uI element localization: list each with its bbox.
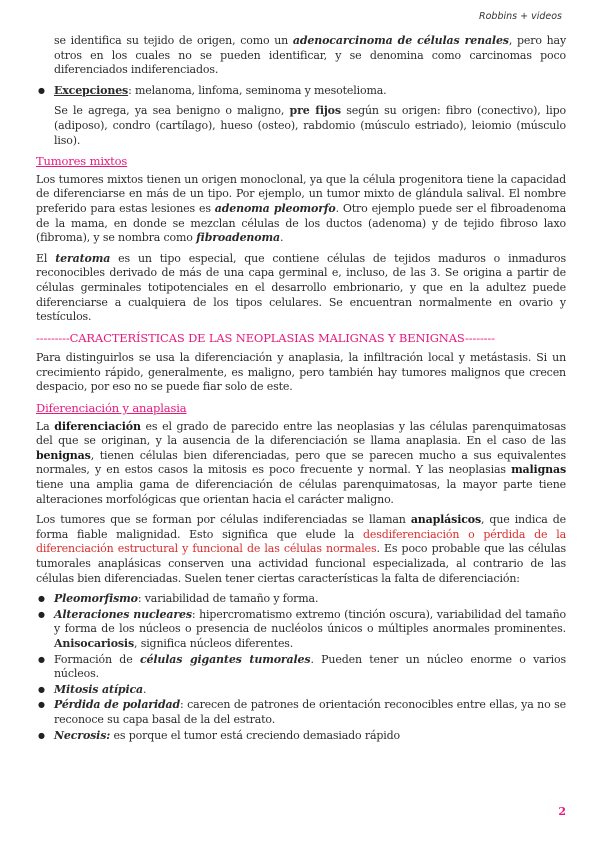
intro-text-end: , pero hay otros en los cuales no se pueden identificar, y se denomina como carcinomas poco diferenciados indiferenciados. [54, 34, 567, 77]
section-title-characteristics: ---------CARACTERÍSTICAS DE LAS NEOPLASIAS MALIGNAS Y BENIGNAS-------- [36, 330, 495, 345]
page-header: Robbins + videos [479, 11, 562, 22]
mixed-text-3: . [279, 231, 284, 245]
fibroadenoma-term: fibroadenoma [196, 231, 280, 245]
diff-text-4: tiene una amplia gama de diferenciación de células parenquimatosas, la mayor parte tiene alteraciones morfológicas que orientan hacia el carácter maligno. [36, 478, 566, 506]
pleomorphism-term: Pleomorfismo [54, 592, 138, 606]
prefix-paragraph [36, 104, 566, 148]
characteristics-paragraph: Para distinguirlos se usa la diferenciación y anaplasia, la infiltración local y metástasis. Si un crecimiento rápido, generalmente, es maligno, pero también hay tumores malignos que crecen despacio, por eso no se puede fiar solo de este. [36, 351, 566, 394]
mixed-paragraph-2 [36, 252, 566, 325]
bullet-text-2: , significa núcleos diferentes. [134, 636, 294, 650]
characteristics-list [36, 592, 566, 743]
necrosis-term: Necrosis: [54, 728, 111, 742]
nuclear-alterations-term: Alteraciones nucleares [54, 607, 192, 621]
bullet-text: : hipercromatismo extremo (tinción oscura), variabilidad del tamaño y forma de los núcleos o presencia de nucléolos únicos o múltiples anormales prominentes. [54, 607, 566, 636]
mixed-text: Los tumores mixtos tienen un origen monoclonal, ya que la célula progenitora tiene la capacidad de diferenciarse en más de un tipo. Por ejemplo, un tumor mixto de glándula salival. El nombre preferido para estas lesiones es [36, 172, 566, 215]
teratoma-term: teratoma [55, 251, 111, 265]
list-item [36, 592, 566, 607]
differentiation-paragraph-1 [36, 420, 566, 508]
atypical-mitosis-term: Mitosis atípica [54, 682, 143, 696]
page-number: 2 [558, 805, 566, 818]
teratoma-text: El [36, 251, 56, 265]
mixed-paragraph-1 [36, 173, 566, 246]
intro-paragraph [36, 34, 566, 78]
list-item [36, 608, 566, 652]
anaplastic-term: anaplásicos [410, 513, 482, 527]
bullet-text: . [143, 682, 147, 696]
anisokaryosis-term: Anisocariosis [54, 636, 134, 650]
prefix-text-end: según su origen: fibro (conectivo), lipo (adiposo), condro (cartílago), hueso (osteo), rabdomio (músculo estriado), leiomio (músculo liso). [54, 104, 566, 147]
diff-text-3: , tienen células bien diferenciadas, pero que se parecen mucho a sus equivalentes normales, y en estos casos la mitosis es poco frecuente y normal. Y las neoplasias [36, 448, 566, 477]
list-item [36, 698, 566, 727]
mixed-text-2: . Otro ejemplo puede ser el fibroadenoma de la mama, en donde se mezclan células de los ductos (adenoma) y de tejido fibroso laxo (fibroma), y se nombra como [36, 201, 566, 245]
loss-of-polarity-term: Pérdida de polaridad [54, 698, 181, 712]
giant-cells-term: células gigantes tumorales [139, 652, 311, 666]
list-item [36, 729, 566, 744]
bullet-text: es porque el tumor está creciendo demasiado rápido [110, 728, 401, 742]
bullet-pre-text: Formación de [54, 652, 140, 666]
differentiation-term: diferenciación [54, 419, 141, 433]
exceptions-label: Excepciones [54, 83, 129, 97]
exceptions-text: : melanoma, linfoma, seminoma y mesotelioma. [128, 83, 387, 97]
anaplastic-text-3: . Es poco probable que las células tumorales anaplásicas conserven una actividad funcional especializada, al contrario de las células bien diferenciadas. Suelen tener ciertas características la falta de diferenciación: [36, 542, 566, 585]
diff-text: La [36, 419, 55, 433]
bullet-text: . Pueden tener un núcleo enorme o varios núcleos. [54, 652, 566, 681]
anaplastic-text-2: , que indica de forma fiable malignidad. Esto significa que elude la [36, 513, 566, 541]
list-item [36, 653, 566, 682]
adenoma-term: adenoma pleomorfo [214, 201, 336, 215]
prefix-text: Se le agrega, ya sea benigno o maligno, [54, 104, 290, 118]
list-item [36, 84, 566, 99]
diff-text-2: es el grado de parecido entre las neoplasias y las células parenquimatosas del que se originan, y la ausencia de la diferenciación se llama anaplasia. En el caso de las [36, 419, 566, 448]
intro-text: se identifica su tejido de origen, como un [54, 34, 293, 47]
exceptions-list [36, 84, 566, 99]
prefix-term: pre fijos [289, 104, 341, 118]
list-item [36, 683, 566, 698]
dedifferentiation-highlight: desdiferenciación o pérdida de la diferenciación estructural y funcional de las células normales [36, 527, 566, 556]
page-content [36, 34, 566, 749]
differentiation-paragraph-2 [36, 513, 566, 586]
anaplastic-text: Los tumores que se forman por células indiferenciadas se llaman [36, 513, 411, 527]
section-title-mixed: Tumores mixtos [36, 154, 128, 169]
malignant-term: malignas [511, 463, 566, 477]
renal-adenocarcinoma-term: adenocarcinoma de células renales [292, 34, 509, 47]
bullet-text: : variabilidad de tamaño y forma. [137, 592, 319, 606]
section-title-differentiation: Diferenciación y anaplasia [36, 401, 187, 416]
benign-term: benignas [36, 448, 91, 462]
teratoma-text-end: es un tipo especial, que contiene células de tejidos maduros o inmaduros reconocibles derivado de más de una capa germinal e, incluso, de las 3. Se origina a partir de células germinales totipotenciales en el desarrollo embrionario, y que en la adultez puede diferenciarse a cualquiera de los tipos celulares. Se encuentran normalmente en ovario y testículos. [36, 251, 566, 324]
bullet-text: : carecen de patrones de orientación reconocibles entre ellas, ya no se reconoce su capa basal de la del estrato. [54, 698, 566, 726]
